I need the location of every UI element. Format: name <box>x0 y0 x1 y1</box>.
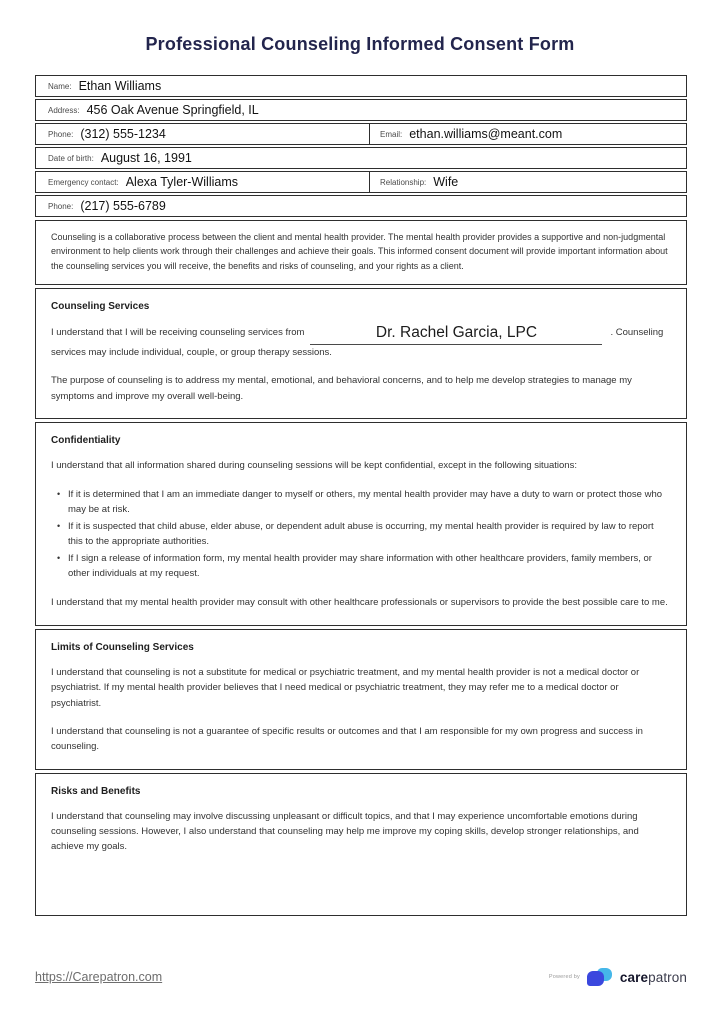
confidentiality-section <box>35 422 687 626</box>
logo-front-blob <box>587 971 604 986</box>
relationship-label: Relationship: <box>380 177 427 187</box>
intro-section <box>35 220 687 285</box>
phone2-row <box>35 195 687 217</box>
address-label: Address: <box>48 105 80 115</box>
confidentiality-bullet-3: • If I sign a release of information form, my mental health provider may share information with other healthcare providers, family members, or other individuals at my request. <box>57 551 671 581</box>
confidentiality-intro: I understand that all information shared during counseling sessions will be kept confidential, except in the following situations: <box>51 460 577 472</box>
risks-heading: Risks and Benefits <box>51 785 141 797</box>
dob-label: Date of birth: <box>48 153 94 163</box>
address-cell <box>36 100 686 120</box>
dob-value: August 16, 1991 <box>100 151 192 165</box>
emergency-contact-value: Alexa Tyler-Williams <box>125 175 238 189</box>
counseling-services-section <box>35 288 687 419</box>
confidentiality-bullet-2: • If it is suspected that child abuse, elder abuse, or dependent adult abuse is occurring, my mental health provider is required by law to report this to the appropriate authorities. <box>57 519 671 549</box>
dob-row <box>35 147 687 169</box>
phone-cell <box>36 124 369 144</box>
wordmark-bold: care <box>619 969 649 985</box>
emergency-contact-cell <box>36 172 369 192</box>
confidentiality-bullet-1: • If it is determined that I am an immediate danger to myself or others, my mental health provider may have a duty to warn or protect those who may be at risk. <box>57 487 671 517</box>
wordmark-rest: patron <box>648 969 687 985</box>
page-footer <box>35 967 687 987</box>
phone2-label: Phone: <box>48 201 74 211</box>
relationship-cell <box>369 172 686 192</box>
limits-paragraph-2: I understand that counseling is not a guarantee of specific results or outcomes and that I am responsible for my own progress and success in counseling. <box>51 725 643 753</box>
phone2-cell <box>36 196 686 216</box>
name-label: Name: <box>48 81 72 91</box>
address-row <box>35 99 687 121</box>
name-cell <box>36 76 686 96</box>
carepatron-brand <box>549 967 687 987</box>
emergency-contact-label: Emergency contact: <box>48 177 119 187</box>
patient-info-table <box>35 75 687 217</box>
dob-cell <box>36 148 686 168</box>
counseling-services-paragraph-1 <box>51 324 671 360</box>
counseling-services-paragraph-2: The purpose of counseling is to address my mental, emotional, and behavioral concerns, and to help me develop strategies to manage my symptoms and improve my overall well-being. <box>51 375 632 402</box>
emergency-row <box>35 171 687 193</box>
phone-value: (312) 555-1234 <box>80 127 166 141</box>
email-label: Email: <box>380 129 403 139</box>
email-cell <box>369 124 686 144</box>
risks-section <box>35 773 687 916</box>
phone-email-row <box>35 123 687 145</box>
form-content <box>35 75 687 916</box>
phone-label: Phone: <box>48 129 74 139</box>
confidentiality-heading: Confidentiality <box>51 435 121 447</box>
name-row <box>35 75 687 97</box>
carepatron-logo-icon <box>587 967 613 987</box>
name-value: Ethan Williams <box>78 79 162 93</box>
provider-sentence-after: . Counseling services may include individual, couple, or group therapy sessions. <box>51 327 664 358</box>
email-value: ethan.williams@meant.com <box>409 127 563 141</box>
confidentiality-bullet-list <box>57 487 671 581</box>
limits-paragraph-1: I understand that counseling is not a substitute for medical or psychiatric treatment, and my mental health provider is not a medical doctor or psychiatrist. If my mental health provider believes that I need medical or psychiatric treatment, they may refer me to a medical doctor or psychiatrist. <box>51 666 640 709</box>
limits-section <box>35 629 687 770</box>
address-value: 456 Oak Avenue Springfield, IL <box>86 103 259 117</box>
carepatron-link[interactable]: https://Carepatron.com <box>35 970 163 984</box>
relationship-value: Wife <box>433 175 459 189</box>
counseling-services-heading: Counseling Services <box>51 301 150 313</box>
provider-sentence-before: I understand that I will be receiving counseling services from <box>51 327 305 339</box>
powered-by-label: Powered by <box>548 974 580 980</box>
page-title: Professional Counseling Informed Consent Form <box>145 34 575 54</box>
intro-paragraph: Counseling is a collaborative process between the client and mental health provider. The mental health provider provides a supportive and non-judgmental environment to help clients work through their challenges and achieve their goals. This informed consent document will provide important information about the counseling services you will receive, the benefits and risks of counseling, and your rights as a client. <box>51 232 668 271</box>
carepatron-wordmark <box>620 970 687 985</box>
limits-heading: Limits of Counseling Services <box>51 641 194 653</box>
risks-paragraph-1: I understand that counseling may involve discussing unpleasant or difficult topics, and that I may experience uncomfortable emotions during counseling sessions. However, I also understand that counseling may help me improve my coping skills, develop stronger relationships, and achieve my goals. <box>51 810 639 853</box>
provider-name-fill: Dr. Rachel Garcia, LPC <box>310 324 602 345</box>
confidentiality-closing: I understand that my mental health provider may consult with other healthcare professionals or supervisors to provide the best possible care to me. <box>51 597 668 609</box>
phone2-value: (217) 555-6789 <box>80 199 166 213</box>
